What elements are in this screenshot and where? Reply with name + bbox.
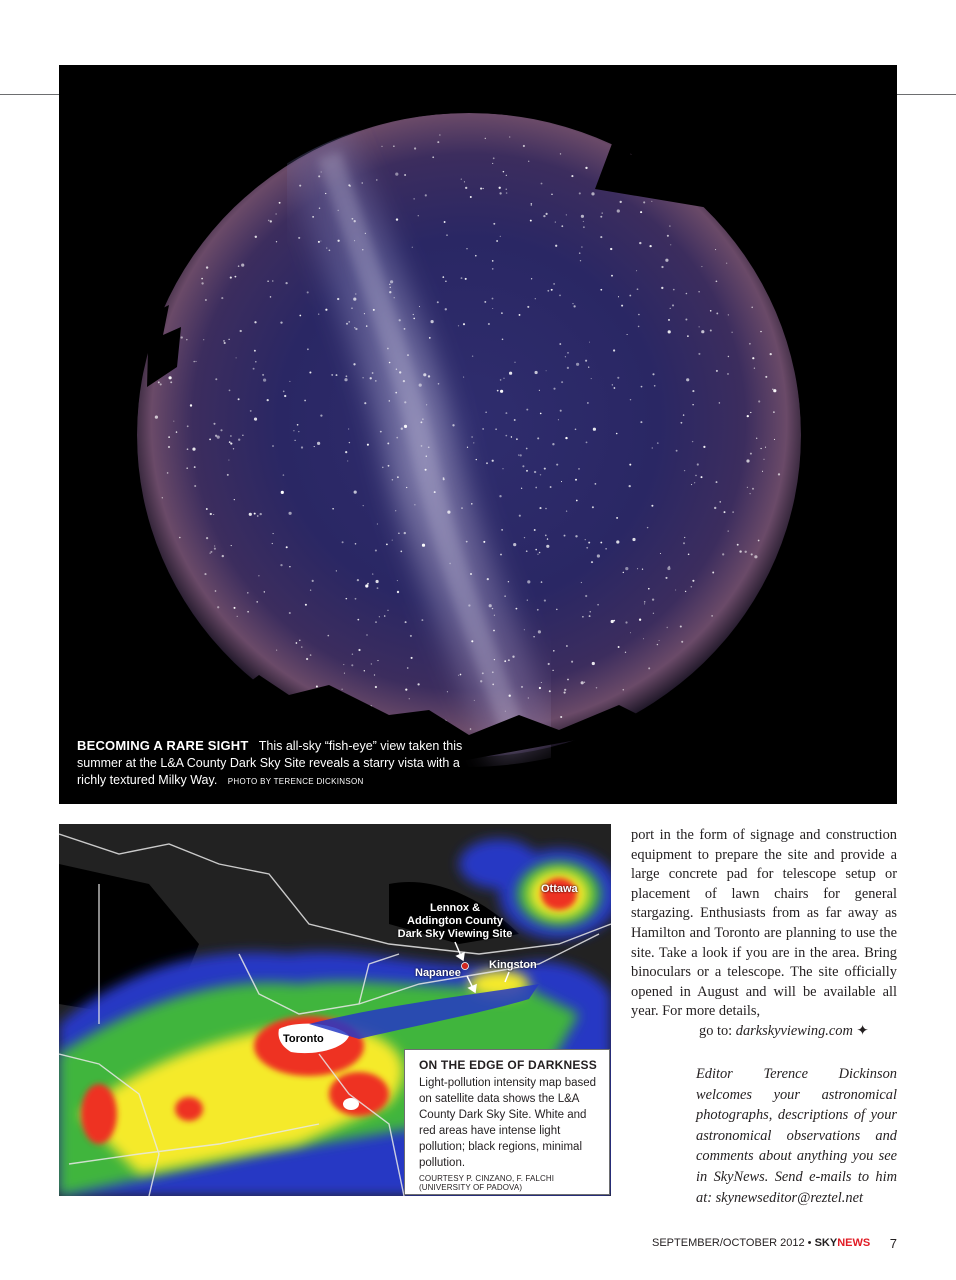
end-mark-icon: ✦ — [852, 1022, 869, 1039]
editor-note: Editor Terence Dickinson welcomes your astronomical photographs, descriptions of your astronomical observations and comments about anything you see in SkyNews. Send e-mails to him at: skynewseditor@reztel.net — [696, 1066, 897, 1206]
map-label-site-line1: Lennox & — [429, 902, 481, 914]
photo-caption — [77, 737, 477, 790]
goto-label: go to: — [699, 1022, 736, 1039]
all-sky-photo — [59, 65, 897, 804]
brand-sky: SKY — [814, 1237, 838, 1249]
photo-credit: PHOTO BY TERENCE DICKINSON — [227, 777, 364, 786]
brand-logo — [815, 1237, 871, 1249]
milky-way-image — [59, 65, 897, 804]
goto-url: darkskyviewing.com — [735, 1022, 853, 1039]
page-number: 7 — [889, 1236, 897, 1251]
map-label-site-line2: Addington County — [407, 915, 503, 927]
brand-news: NEWS — [837, 1237, 871, 1249]
map-caption-head: ON THE EDGE OF DARKNESS — [419, 1058, 597, 1072]
issue-date: SEPTEMBER/OCTOBER 2012 — [652, 1237, 805, 1249]
map-label-site-line3: Dark Sky Viewing Site — [397, 928, 513, 940]
map-label-kingston: Kingston — [489, 959, 537, 971]
map-credit: COURTESY P. CINZANO, F. FALCHI (UNIVERSITY OF PADOVA) — [419, 1174, 555, 1192]
header-rule-left — [0, 94, 60, 95]
map-label-napanee: Napanee — [415, 967, 461, 979]
article-paragraph: port in the form of signage and construction equipment to prepare the site and provide a large concrete pad for telescope setup or placement of lawn chairs for general stargazing. Enthusiasts from as far away as Hamilton and Toronto are planning to use the site. Take a look if you are in the area. Bring binoculars or a telescope. The site officially opened in August and will be available all year. For more details, — [631, 827, 897, 1020]
light-pollution-map — [59, 824, 611, 1196]
map-label-ottawa: Ottawa — [541, 883, 578, 895]
map-label-toronto: Toronto — [283, 1033, 324, 1045]
footer-bullet: • — [804, 1237, 815, 1249]
map-label-dark-sky-site — [395, 902, 515, 941]
photo-caption-body: This all-sky “fish-eye” view taken this summer at the L&A County Dark Sky Site reveals a starry vista with a richly textured Milky Way. — [77, 739, 463, 787]
article-column — [631, 826, 897, 1042]
map-caption-box — [404, 1049, 610, 1195]
page-footer — [652, 1237, 897, 1253]
map-caption-body: Light-pollution intensity map based on satellite data shows the L&A County Dark Sky Site. White and red areas have intense light pollution; black regions, minimal pollution. — [419, 1077, 597, 1169]
photo-caption-head: BECOMING A RARE SIGHT — [77, 738, 249, 753]
article-goto — [631, 1022, 897, 1042]
header-rule-right — [896, 94, 956, 95]
